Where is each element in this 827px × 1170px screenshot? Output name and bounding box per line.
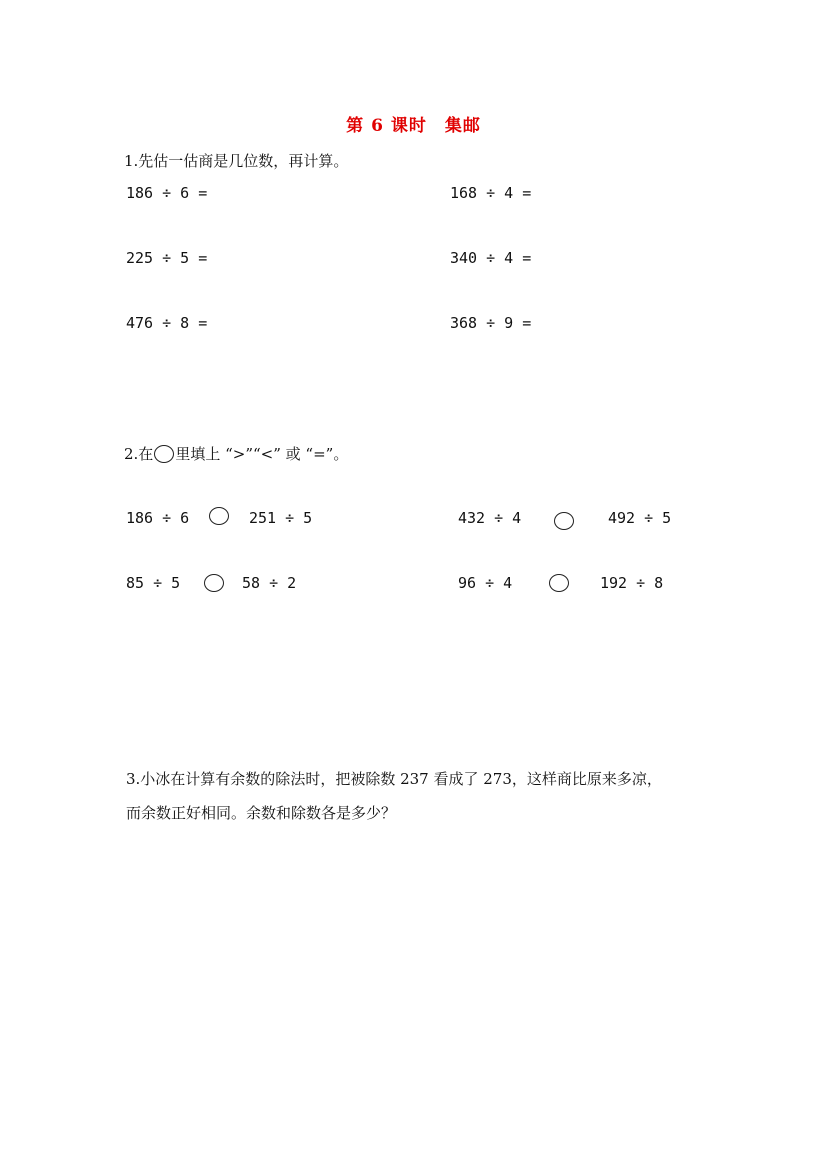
q2-prompt-start: 2.在: [124, 445, 154, 463]
q1-expression-right-3: 368 ÷ 9 =: [450, 314, 532, 332]
q2-row1-left-a: 186 ÷ 6: [126, 509, 190, 527]
q2-row1-right-d: 492 ÷ 5: [608, 509, 672, 527]
q2-row1-right-c: 432 ÷ 4: [458, 509, 522, 527]
page-title: 第 6 课时 集邮: [346, 116, 481, 136]
q2-row2-left-b: 58 ÷ 2: [242, 574, 297, 592]
q2-row1-right-compare-circle[interactable]: [554, 512, 574, 530]
q2-row1-left-b: 251 ÷ 5: [249, 509, 313, 527]
q1-expression-left-1: 186 ÷ 6 =: [126, 184, 208, 202]
q1-expression-right-1: 168 ÷ 4 =: [450, 184, 532, 202]
q2-row2-left-compare-circle[interactable]: [204, 574, 224, 592]
question-1-prompt: 1.先估一估商是几位数，再计算。: [124, 152, 349, 170]
q2-row2-right-compare-circle[interactable]: [549, 574, 569, 592]
q1-expression-left-3: 476 ÷ 8 =: [126, 314, 208, 332]
question-3-line-1: 3.小冰在计算有余数的除法时，把被除数 237 看成了 273，这样商比原来多凉，: [126, 770, 662, 788]
q2-prompt-end: 里填上 “>”“<” 或 “=”。: [175, 445, 349, 463]
question-2-prompt: [124, 443, 348, 464]
q2-row1-left-compare-circle[interactable]: [209, 507, 229, 525]
q1-expression-left-2: 225 ÷ 5 =: [126, 249, 208, 267]
q2-row2-right-d: 192 ÷ 8: [600, 574, 664, 592]
question-3-line-2: 而余数正好相同。余数和除数各是多少？: [126, 804, 397, 822]
q1-expression-right-2: 340 ÷ 4 =: [450, 249, 532, 267]
circle-icon: [154, 445, 174, 463]
q2-row2-right-c: 96 ÷ 4: [458, 574, 513, 592]
q2-row2-left-a: 85 ÷ 5: [126, 574, 181, 592]
